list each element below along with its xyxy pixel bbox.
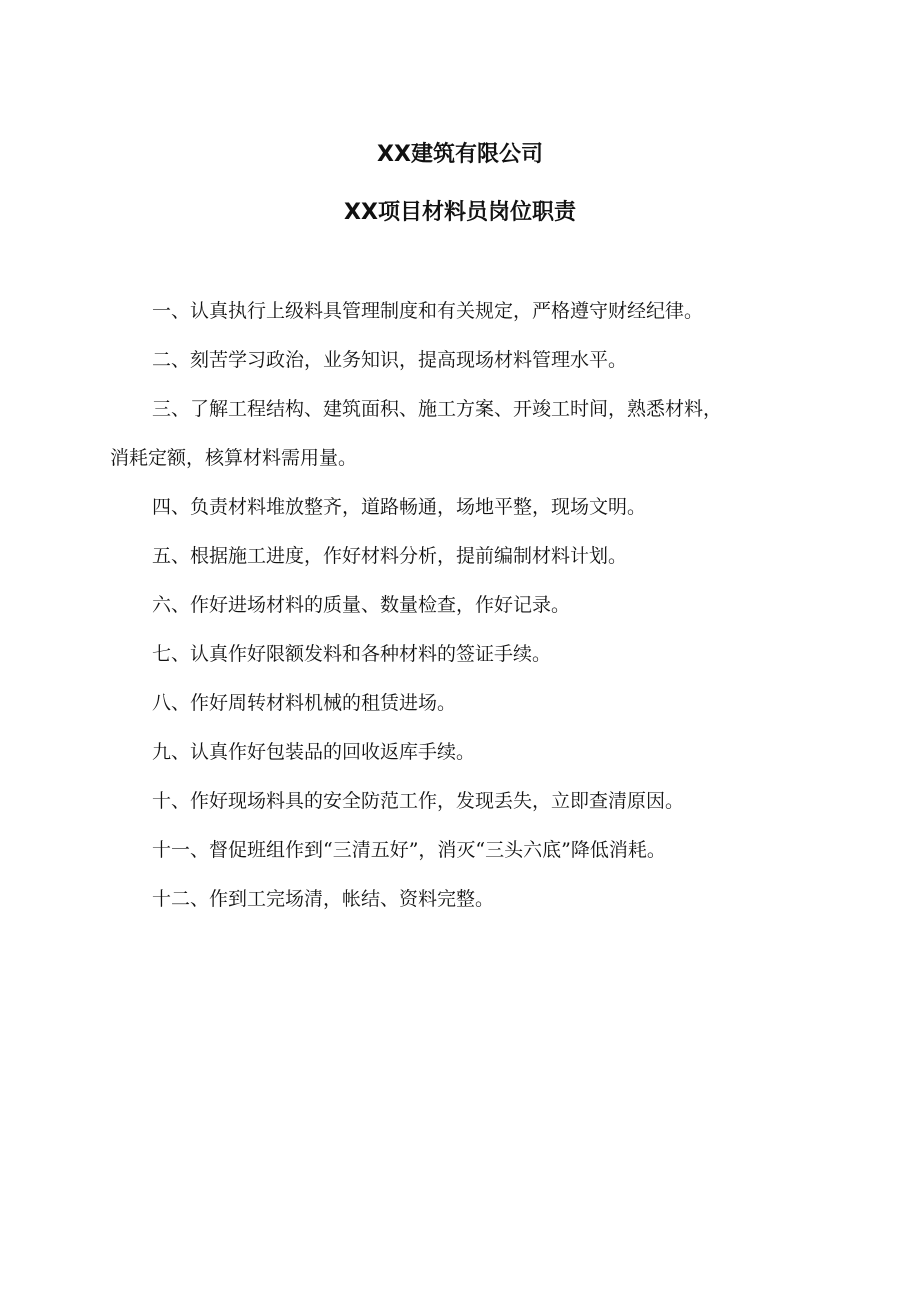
duty-item-3: 三、了解工程结构、建筑面积、施工方案、开竣工时间，熟悉材料， bbox=[152, 398, 723, 420]
document-title: XX项目材料员岗位职责 bbox=[344, 200, 576, 225]
duty-item-6: 六、作好进场材料的质量、数量检查，作好记录。 bbox=[152, 594, 571, 616]
duty-item-9: 九、认真作好包装品的回收返库手续。 bbox=[152, 741, 476, 763]
duty-item-3-continuation: 消耗定额，核算材料需用量。 bbox=[110, 447, 358, 469]
company-name: XX建筑有限公司 bbox=[377, 142, 543, 167]
duty-list bbox=[110, 287, 790, 924]
duty-item-8: 八、作好周转材料机械的租赁进场。 bbox=[152, 692, 457, 714]
duty-item-10: 十、作好现场料具的安全防范工作，发现丢失，立即查清原因。 bbox=[152, 790, 685, 812]
duty-item-12: 十二、作到工完场清，帐结、资料完整。 bbox=[152, 888, 495, 910]
duty-item-2: 二、刻苦学习政治，业务知识，提高现场材料管理水平。 bbox=[152, 349, 628, 371]
duty-item-1: 一、认真执行上级料具管理制度和有关规定，严格遵守财经纪律。 bbox=[152, 300, 704, 322]
duty-item-4: 四、负责材料堆放整齐，道路畅通，场地平整，现场文明。 bbox=[152, 496, 647, 518]
duty-item-11: 十一、督促班组作到“三清五好”，消灭“三头六底”降低消耗。 bbox=[152, 839, 666, 861]
duty-item-7: 七、认真作好限额发料和各种材料的签证手续。 bbox=[152, 643, 552, 665]
duty-item-5: 五、根据施工进度，作好材料分析，提前编制材料计划。 bbox=[152, 545, 628, 567]
